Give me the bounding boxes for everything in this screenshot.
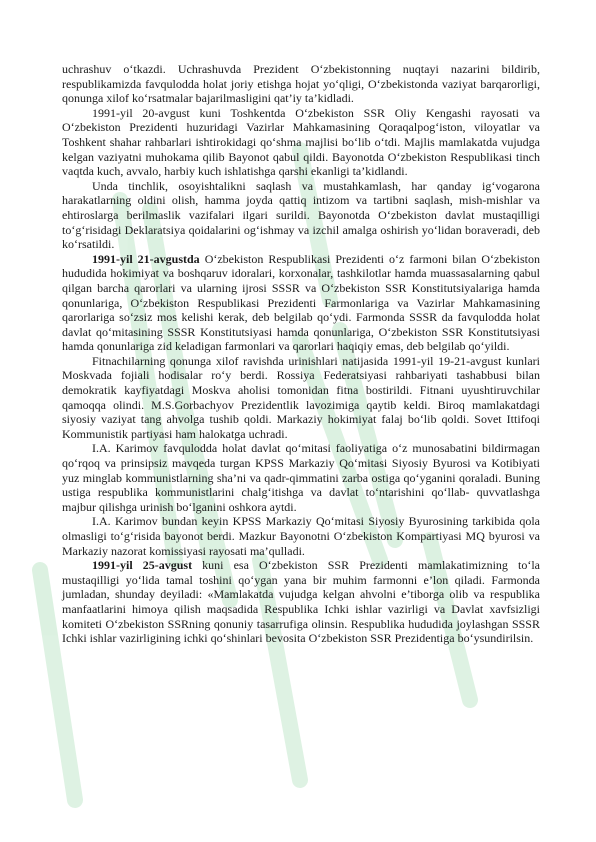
paragraph-text: uchrashuv o‘tkazdi. Uchrashuvda Prezident O‘zbekistonning nuqtayi nazarini bildirib, respublikamizda favqulodda holat joriy etishga hojat yo‘qligi, O‘zbekistonda vaziyat barqarorligi, qonunga xilof ko‘rsatmalar bajarilmasligini qat’iy ta’kidladi. <box>62 62 540 106</box>
paragraph <box>62 252 540 354</box>
paragraph <box>62 106 540 179</box>
paragraph <box>62 179 540 252</box>
paragraph-text: O‘zbekiston Respublikasi Prezidenti o‘z farmoni bilan O‘zbekiston hududida hokimiyat va boshqaruv idoralari, korxonalar, tashkilotlar hamda muassasalarning qabul qilgan barcha qarorlari va ularning ijrosi SSSR va O‘zbekiston SSR Konstitutsiyalariga hamda qonunlariga, O‘zbekiston Respublikasi Prezidenti Farmonlariga va Vazirlar Mahkamasining qarorlariga so‘zsiz mos kelishi kerak, deb belgilab qo‘ydi. Farmonda SSSR da favqulodda holat davlat qo‘mitasining SSSR Konstitutsiyasi hamda qonunlariga, O‘zbekiston SSR Konstitutsiyasi hamda qonunlariga zid keladigan farmonlari va qarorlari haqiqiy emas, deb belgilab qo‘yildi. <box>62 251 540 354</box>
paragraph-lead-date: 1991-yil 21-avgustda <box>92 251 200 266</box>
paragraph-lead-date: 1991-yil 25-avgust <box>92 558 193 573</box>
paragraph-text: 1991-yil 20-avgust kuni Toshkentda O‘zbekiston SSR Oliy Kengashi rayosati va O‘zbekiston Prezidenti huzuridagi Vazirlar Mahkamasining Qoraqalpog‘iston, viloyatlar va Toshkent shahar rahbarlari ishtirokidagi qo‘shma majlisi bo‘lib o‘tdi. Majlis mamlakatda vujudga kelgan vaziyatni muhokama qilib Bayonot qabul qildi. Bayonotda O‘zbekiston Respublikasi tinch vaqtda kuch, avvalo, harbiy kuch ishlatishga qarshi ekanligi ta’kidlandi. <box>62 105 540 179</box>
paragraph-text: Unda tinchlik, osoyishtalikni saqlash va mustahkamlash, har qanday ig‘vogarona harakatlarning oldini olish, hamma joyda qattiq intizom va tartibni saqlash, mish-mishlar va ehtiroslarga berilmaslik vazifalari ilgari surildi. Bayonotda O‘zbekiston davlat mustaqilligi to‘g‘risidagi Deklaratsiya qoidalarini og‘ishmay va izchil amalga oshirish yo‘lidan boraveradi, deb ko‘rsatildi. <box>62 178 540 252</box>
paragraph <box>62 558 540 646</box>
paragraph <box>62 514 540 558</box>
paragraph <box>62 354 540 442</box>
paragraph-text: Fitnachilarning qonunga xilof ravishda urinishlari natijasida 1991-yil 19-21-avgust kunlari Moskvada fojiali hodisalar ro‘y berdi. Rossiya Federatsiyasi rahbariyati tashabbusi bilan demokratik kayfiyatdagi Moskva aholisi tomonidan fitna bostirildi. Fitnani uyushtiruvchilar qamoqqa olindi. M.S.Gorbachyov Prezidentlik lavozimiga qaytib keldi. Biroq mamlakatdagi siyosiy vaziyat tang ahvolga tushib qoldi. Markaziy hokimiyat falaj bo‘lib qoldi. Sovet Ittifoqi Kommunistik partiyasi ham halokatga uchradi. <box>62 353 540 441</box>
paragraph-text: I.A. Karimov bundan keyin KPSS Markaziy Qo‘mitasi Siyosiy Byurosining tarkibida qola olmasligi to‘g‘risida bayonot berdi. Mazkur Bayonotni O‘zbekiston Kompartiyasi MQ byurosi va Markaziy nazorat komissiyasi rayosati ma’qulladi. <box>62 514 540 558</box>
paragraph-text: I.A. Karimov favqulodda holat davlat qo‘mitasi faoliyatiga o‘z munosabatini bildirmagan qo‘rqoq va prinsipsiz mavqeda turgan KPSS Markaziy Qo‘mitasi Siyosiy Byurosi va Kotibiyati yuz minglab kommunistlarning sha’ni va qadr-qimmatini zarba ostiga qo‘yganini qoraladi. Buning ustiga respublika kommunistlarini chalg‘itishga va davlat to‘ntarishini qo‘llab- quvvatlashga majbur qilishga urinish bo‘lganini oshkora aytdi. <box>62 441 540 514</box>
paragraph <box>62 441 540 514</box>
paragraph-text: kuni esa O‘zbekiston SSR Prezidenti mamlakatimizning to‘la mustaqilligi yo‘lida tamal toshini qo‘ygan yana bir muhim farmonni e’lon qiladi. Farmonda jumladan, shunday deyiladi: «Mamlakatda vujudga kelgan ahvolni e’tiborga olib va respublika manfaatlarini himoya qilish maqsadida Respublika Ichki ishlar vazirligi va Davlat xavfsizligi komiteti O‘zbekiston SSRning qonuniy tasarrufiga olinsin. Respublika hududida joylashgan SSSR Ichki ishlar vazirligining ichki qo‘shinlari bevosita O‘zbekiston SSR Prezidentiga bo‘ysundirilsin. <box>62 558 540 646</box>
document-body <box>62 62 540 646</box>
paragraph <box>62 62 540 106</box>
